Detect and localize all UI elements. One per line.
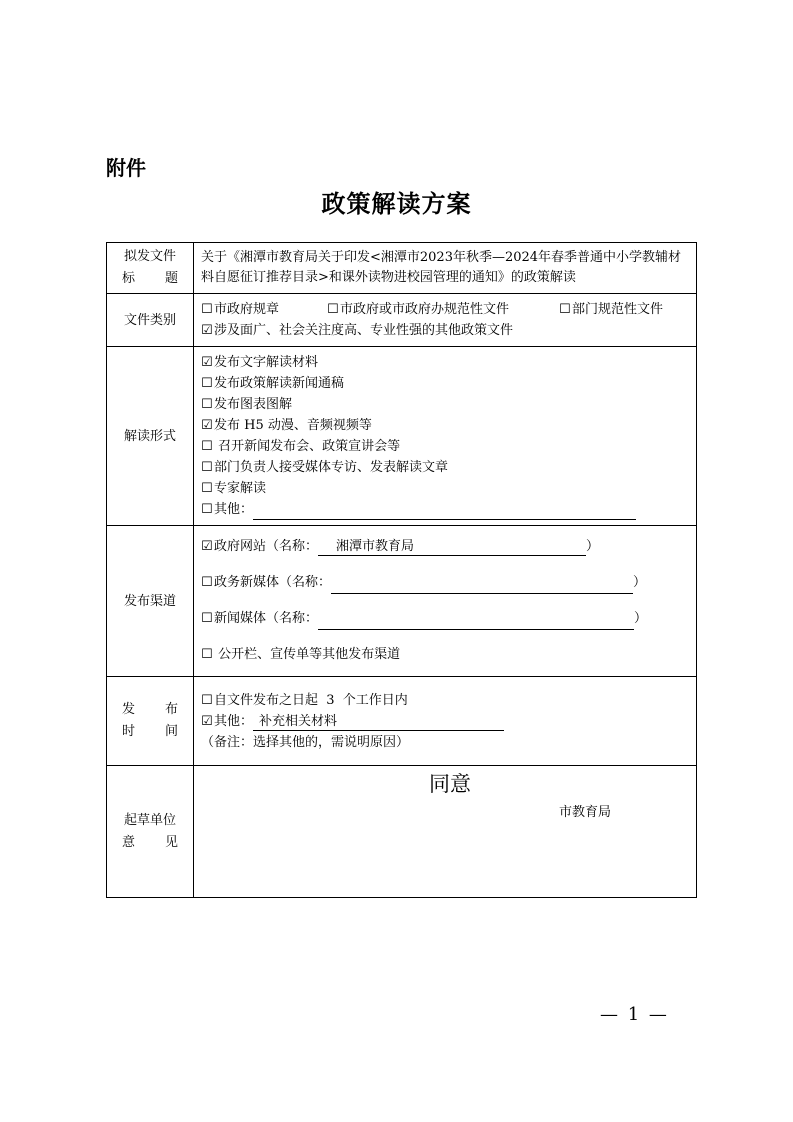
label-publish-time [107, 677, 194, 766]
label-drafting-opinion [107, 766, 194, 898]
checked-checkbox-icon[interactable]: ☑ [201, 323, 213, 338]
channel-bulletin[interactable]: ☐ 公开栏、宣传单等其他发布渠道 [201, 644, 690, 666]
checked-checkbox-icon[interactable]: ☑ [201, 355, 213, 370]
label-interpretation-form: 解读形式 [107, 347, 194, 526]
opinion-department: 市教育局 [559, 805, 612, 820]
checkbox-icon[interactable]: ☐ [201, 302, 213, 317]
doc-type-option[interactable]: ☐市政府或市政府办规范性文件 [327, 299, 559, 320]
checked-checkbox-icon[interactable]: ☑ [201, 713, 213, 729]
checkbox-icon[interactable]: ☐ [327, 302, 339, 317]
checked-checkbox-icon[interactable]: ☑ [201, 539, 213, 554]
gov-site-name-field[interactable]: 湘潭市教育局 [318, 539, 586, 556]
label-publish-time-line1 [122, 699, 178, 721]
checkbox-icon[interactable]: ☐ [201, 460, 213, 475]
row-channel [107, 526, 697, 677]
form-option[interactable]: ☑发布文字解读材料 [201, 352, 690, 373]
row-drafting-opinion [107, 766, 697, 898]
time-option-other[interactable]: ☑其他： 补充相关材料 [201, 711, 690, 732]
news-media-name-field[interactable] [318, 613, 634, 630]
label-char: 时 [122, 724, 136, 739]
doc-type-options [194, 294, 697, 347]
page-number: — 1 — [600, 1004, 669, 1025]
label-char: 间 [164, 724, 178, 739]
form-option[interactable]: ☐ 召开新闻发布会、政策宣讲会等 [201, 436, 690, 457]
policy-interpretation-form [106, 242, 697, 898]
checkbox-icon[interactable]: ☐ [201, 575, 213, 590]
label-char: 见 [164, 834, 178, 850]
label-drafting-opinion-line2 [122, 832, 178, 854]
checked-checkbox-icon[interactable]: ☑ [201, 418, 213, 433]
channel-gov-site[interactable]: ☑政府网站（名称： 湘潭市教育局 ） [201, 536, 690, 558]
label-doc-type: 文件类别 [107, 294, 194, 347]
new-media-name-field[interactable] [331, 577, 633, 594]
form-option[interactable]: ☐专家解读 [201, 478, 690, 499]
checkbox-icon[interactable]: ☐ [201, 397, 213, 412]
form-option-other[interactable]: ☐其他： [201, 499, 690, 520]
label-draft-title-line1: 拟发文件 [123, 249, 176, 264]
label-char: 标 [122, 271, 136, 286]
label-char: 发 [122, 702, 136, 717]
checkbox-icon[interactable]: ☐ [201, 647, 213, 662]
doc-type-option[interactable]: ☐部门规范性文件 [559, 299, 663, 320]
checkbox-icon[interactable]: ☐ [201, 611, 213, 626]
draft-title-content: 关于《湘潭市教育局关于印发<湘潭市2023年秋季—2024年春季普通中小学教辅材料自愿征订推荐目录>和课外读物进校园管理的通知》的政策解读 [194, 243, 697, 294]
checkbox-icon[interactable]: ☐ [201, 481, 213, 496]
row-publish-time [107, 677, 697, 766]
label-char: 布 [164, 702, 178, 717]
form-option[interactable]: ☐发布图表图解 [201, 394, 690, 415]
channel-new-media[interactable]: ☐政务新媒体（名称： ） [201, 572, 690, 594]
label-draft-title-line2 [122, 268, 178, 290]
checkbox-icon[interactable]: ☐ [559, 302, 571, 317]
label-drafting-opinion-line1: 起草单位 [123, 812, 176, 828]
row-interpretation-form [107, 347, 697, 526]
page-title: 政策解读方案 [321, 189, 472, 218]
label-char: 意 [122, 834, 136, 850]
form-option[interactable]: ☐部门负责人接受媒体专访、发表解读文章 [201, 457, 690, 478]
publish-time-options [194, 677, 697, 766]
drafting-opinion-content [194, 766, 697, 898]
interpretation-form-options [194, 347, 697, 526]
label-char: 题 [164, 271, 178, 286]
checkbox-icon[interactable]: ☐ [201, 502, 213, 517]
row-draft-title [107, 243, 697, 294]
doc-type-option[interactable]: ☑涉及面广、社会关注度高、专业性强的其他政策文件 [201, 320, 690, 341]
label-channel: 发布渠道 [107, 526, 194, 677]
time-option-within-days[interactable]: ☐自文件发布之日起 3 个工作日内 [201, 690, 690, 711]
label-publish-time-line2 [122, 721, 178, 743]
time-note: （备注：选择其他的，需说明原因） [201, 734, 410, 750]
checkbox-icon[interactable]: ☐ [201, 376, 213, 391]
other-form-blank-line[interactable] [253, 503, 636, 520]
annex-label: 附件 [106, 156, 146, 180]
opinion-agree-text: 同意 [429, 772, 471, 796]
checkbox-icon[interactable]: ☐ [201, 692, 213, 708]
label-draft-title [107, 243, 194, 294]
doc-type-option[interactable]: ☐市政府规章 [201, 299, 327, 320]
form-option[interactable]: ☐发布政策解读新闻通稿 [201, 373, 690, 394]
channel-news-media[interactable]: ☐新闻媒体（名称： ） [201, 608, 690, 630]
checkbox-icon[interactable]: ☐ [201, 439, 213, 454]
channel-options [194, 526, 697, 677]
form-option[interactable]: ☑发布 H5 动漫、音频视频等 [201, 415, 690, 436]
time-other-reason-field[interactable]: 补充相关材料 [253, 714, 504, 731]
row-doc-type [107, 294, 697, 347]
